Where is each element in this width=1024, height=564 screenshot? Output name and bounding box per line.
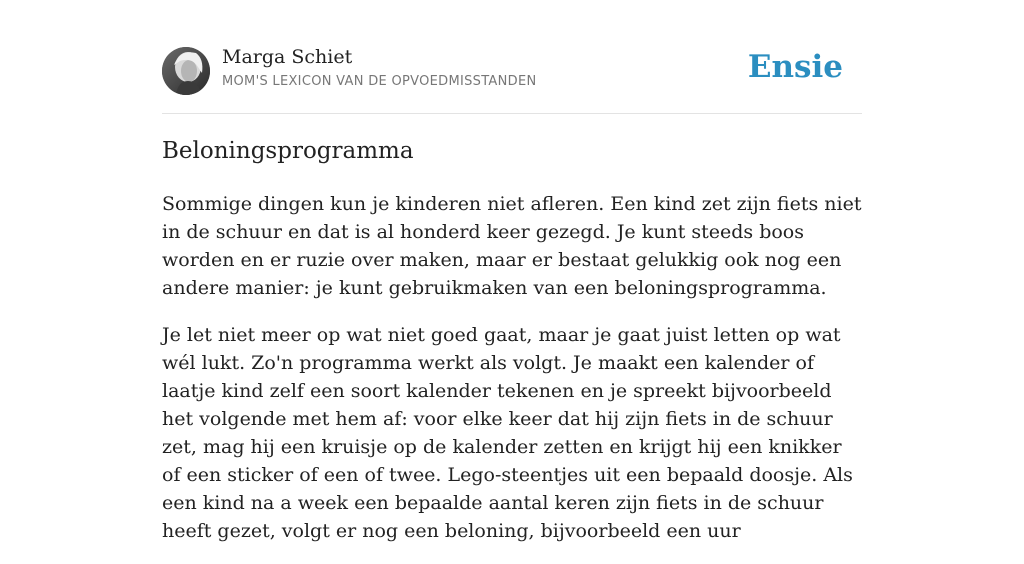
article-title: Beloningsprogramma [162,138,414,164]
author-photo-icon [162,47,210,95]
author-name[interactable]: Marga Schiet [222,46,353,68]
page-container [162,0,862,542]
ensie-logo[interactable]: Ensie [747,49,843,85]
article-body [162,190,862,564]
collection-name[interactable]: MOM'S LEXICON VAN DE OPVOEDMISSTANDEN [222,74,537,89]
article-header [162,0,862,114]
article-paragraph: Je let niet meer op wat niet goed gaat, maar je gaat juist letten op wat wél lukt. Zo'n programma werkt als volgt. Je maakt een kalender of laatje kind zelf een soort kalender tekenen en je spreekt bijvoorbeeld het volgende met hem af: voor elke keer dat hij zijn fiets in de schuur zet, mag hij een kruisje op de kalender zetten en krijgt hij een knikker of een sticker of een of twee. Lego-steentjes uit een bepaald doosje. Als een kind na a week een bepaalde aantal keren zijn fiets in de schuur heeft gezet, volgt er nog een beloning, bijvoorbeeld een uur [162,324,853,542]
author-avatar[interactable] [162,47,210,95]
article-paragraph: Sommige dingen kun je kinderen niet afleren. Een kind zet zijn fiets niet in de schuur en dat is al honderd keer gezegd. Je kunt steeds boos worden en er ruzie over maken, maar er bestaat gelukkig ook nog een andere manier: je kunt gebruikmaken van een beloningsprogramma. [162,193,862,299]
